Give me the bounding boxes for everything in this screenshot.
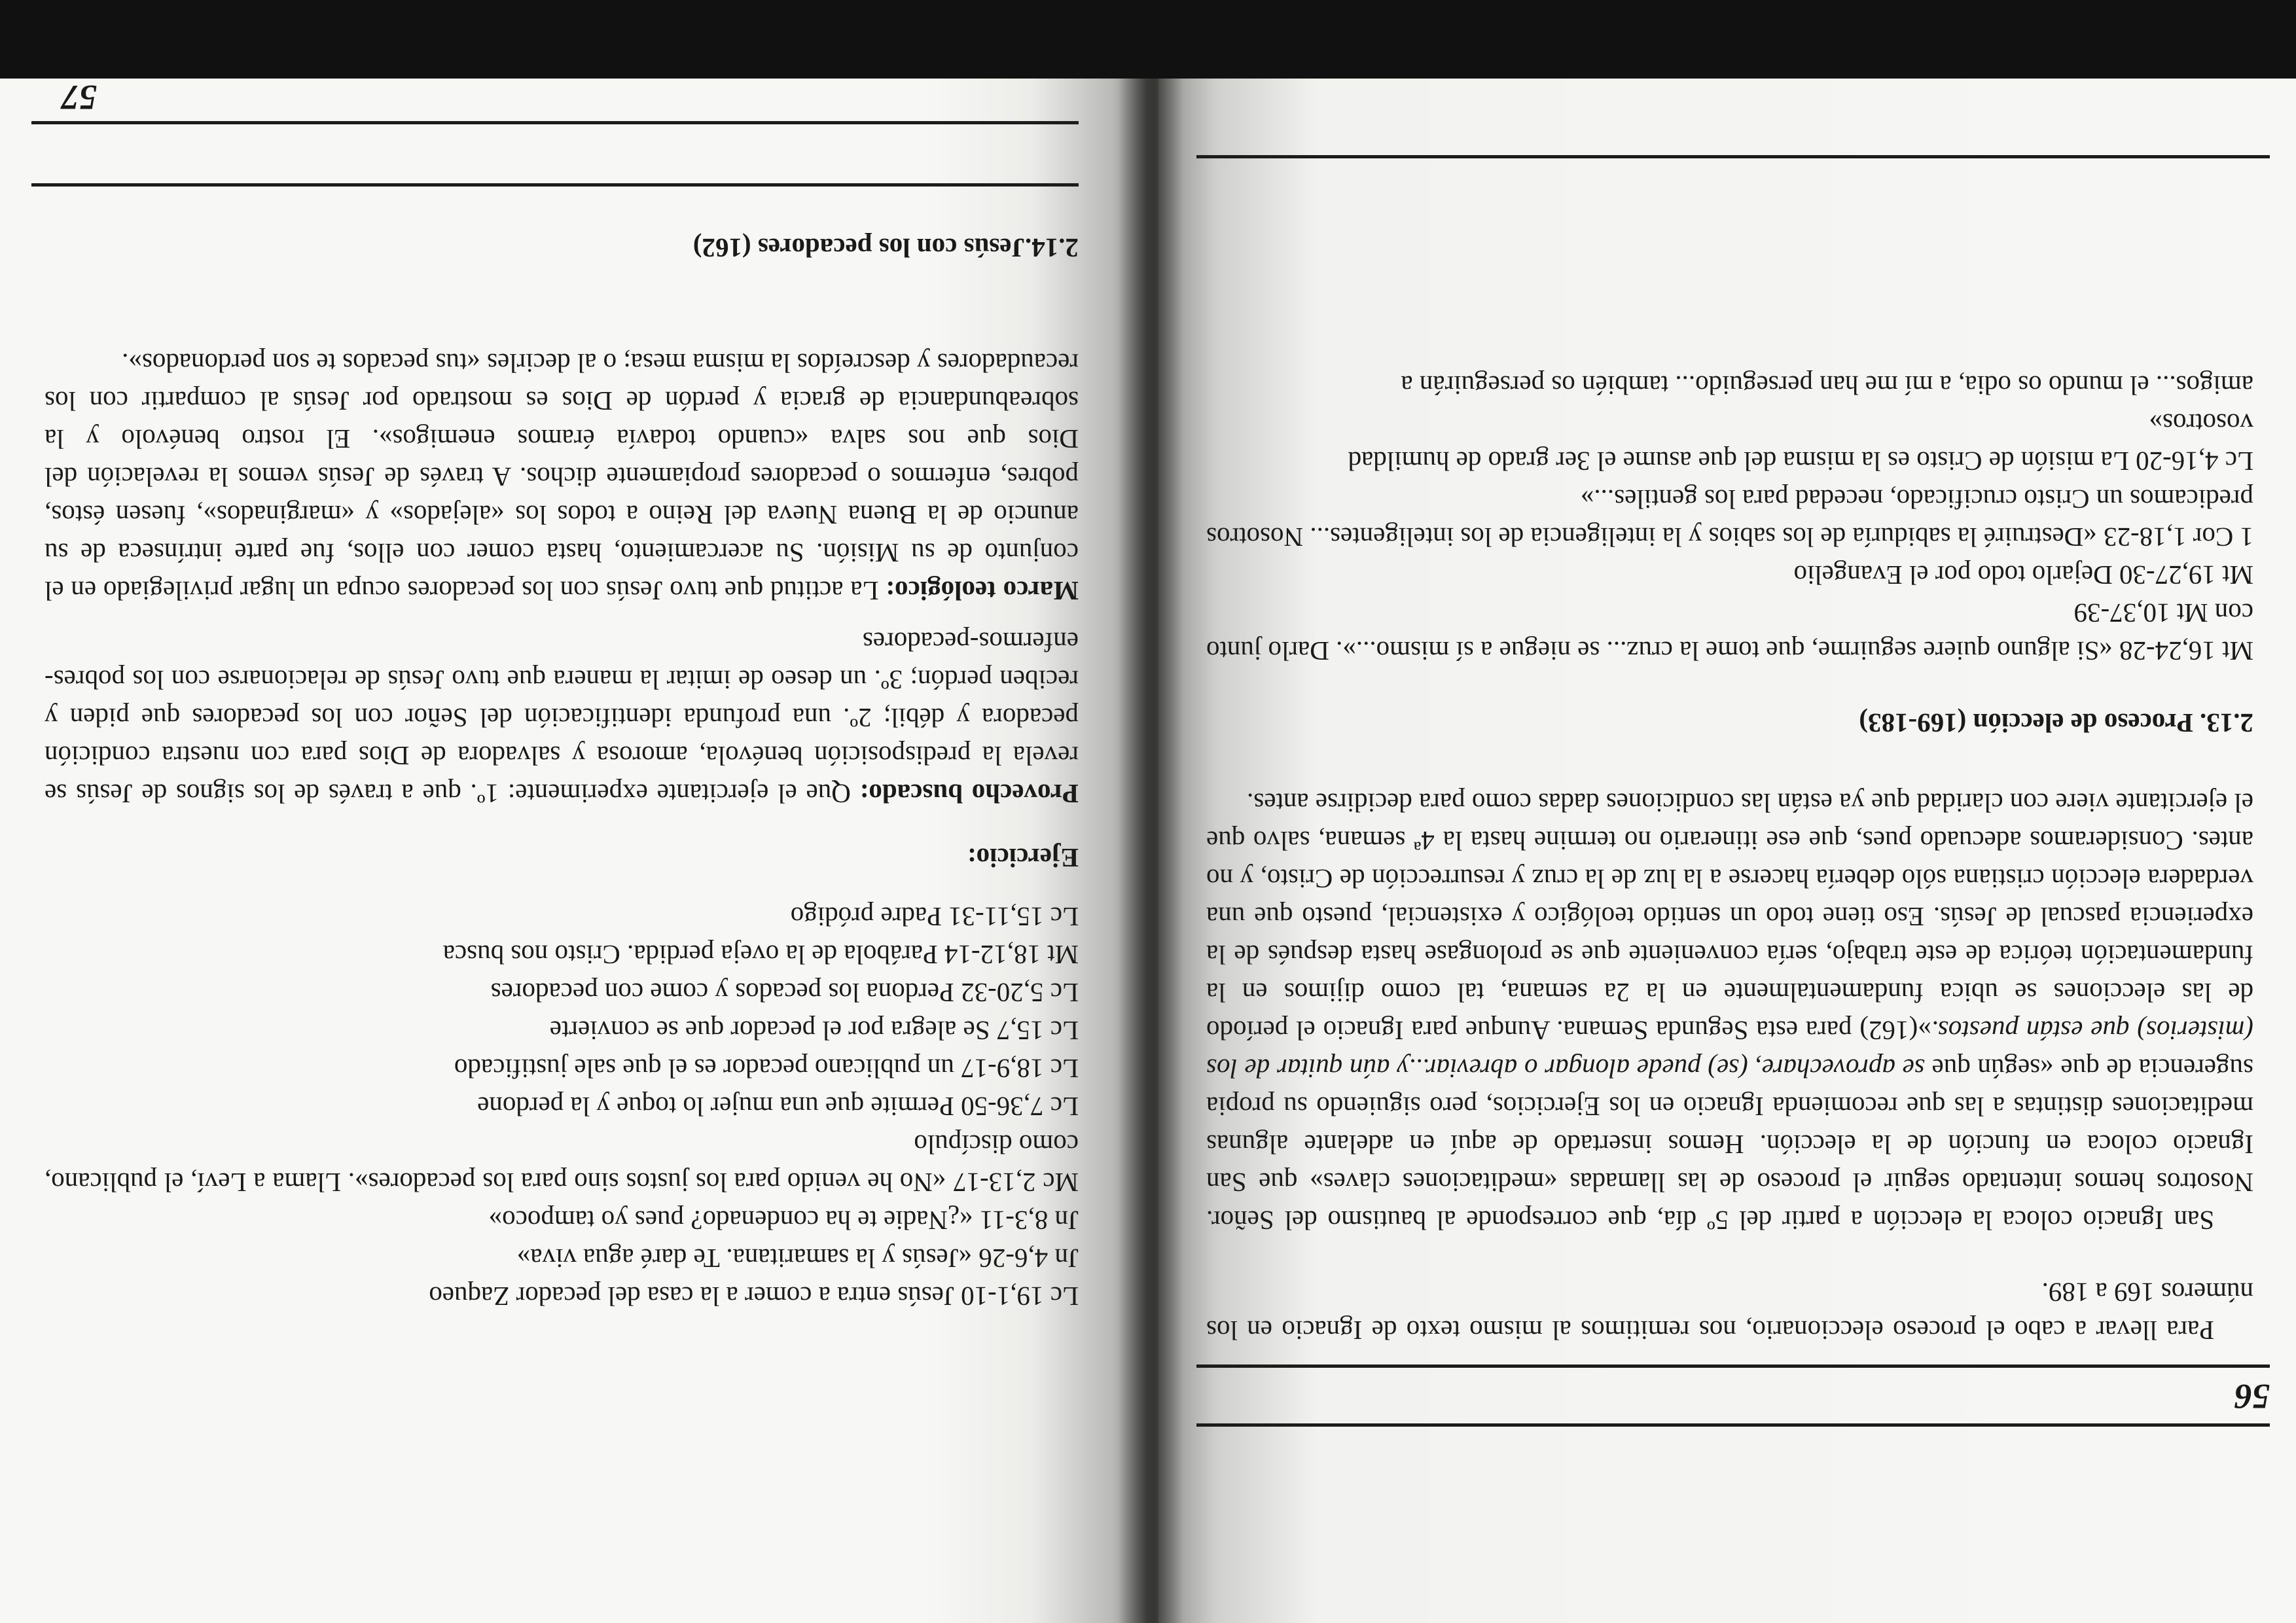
exercise-item: Lc 7,36-50 Permite que una mujer lo toque y la perdone (477, 1092, 1079, 1122)
header-rule (1196, 1364, 2270, 1368)
page-number: 57 (62, 78, 97, 117)
section-heading: 2.14.Jesús con los pecadores (162) (692, 233, 1079, 263)
book-spine (1118, 0, 1183, 1623)
quote-italic: se aprovechare, (se) puede alongar o abreviar...y aún quitar de los (misterios) que están puestos. (1206, 1016, 2253, 1084)
label-bold: Provecho buscado: (859, 779, 1079, 809)
paragraph (1206, 784, 2253, 1240)
scripture-ref: Mt 16,24-28 «Si alguno quiere seguirme, que tome la cruz... se niegue a sí mismo...». Darlo junto con Mt 10,37-39 (1206, 598, 2253, 666)
label-bold: Marco teológico: (886, 576, 1079, 606)
exercise-item: Jn 8,3-11 «¿Nadie te ha condenado? pues yo tampoco» (488, 1205, 1079, 1236)
exercise-item: Jn 4,6-26 «Jesús y la samaritana. Te daré agua viva» (516, 1243, 1079, 1274)
exercise-item: Lc 15,7 Se alegra por el pecador que se convierte (549, 1016, 1079, 1046)
scripture-ref: Mt 19,27-30 Dejarlo todo por el Evangelio (1793, 560, 2253, 590)
exercise-heading: Ejercicio: (967, 843, 1079, 873)
text-run: San Ignacio coloca la elección a partir del 5º día, que corresponde al bautismo del Señor. Nosotros hemos intentado seguir el proceso de las llamadas «meditaciones claves» que San Ignacio coloca en función de la elección. Hemos insertado de aquí en adelante algunas meditaciones distintas a las que recomienda Ignacio en los Ejercicios, pero siguiendo su propia sugerencia de que «según que (1206, 1054, 2253, 1236)
text-run: »(162) para esta Segunda Semana. Aunque para Ignacio el período de las elecciones se ubica fundamentalmente en la 2a semana, tal como dijimos en la fundamentación teórica de este trabajo, sería conveniente que se prolongase hasta después de la experiencia pascual de Jesús. Eso tiene todo un sentido teológico y existencial, puesto que una verdadera elección cristiana sólo debería hacerse a la luz de la cruz y resurrección de Cristo, y no antes. Consideramos adecuado pues, que ese itinerario no termine hasta la 4ª semana, salvo que el ejercitante viere con claridad que ya están las condiciones dadas como para decidirse antes. (1206, 788, 2253, 1046)
exercise-item: Mt 18,12-14 Parábola de la oveja perdida. Cristo nos busca (442, 940, 1079, 970)
header-rule (1196, 1423, 2270, 1427)
exercise-item: Lc 15,11-31 Padre pródigo (790, 902, 1079, 932)
footer-rule (1196, 155, 2270, 158)
section-heading: 2.13. Proceso de elección (169-183) (1859, 708, 2253, 738)
header-rule (31, 121, 1079, 124)
exercise-item: Lc 18,9-17 un publicano pecador es el que sale justificado (454, 1054, 1079, 1084)
paragraph: Para llevar a cabo el proceso eleccionario, nos remitimos al mismo texto de Ignacio en los números 169 a 189. (1206, 1277, 2253, 1346)
text-run: Que el ejercitante experimente: 1º. que a través de los signos de Jesús se revela la predisposición benévola, amorosa y salvadora de Dios para con nuestra condición pecadora y débil; 2º. una profunda identificación del Señor con los pecadores que piden y reciben perdón; 3º. un deseo de imitar la manera que tuvo Jesús de relacionarse con los pobres-enfermos-pecadores (45, 627, 1079, 809)
exercise-item: Lc 19,1-10 Jesús entra a comer a la casa del pecador Zaqueo (429, 1281, 1079, 1311)
scripture-ref: 1 Cor 1,18-23 «Destruiré la sabiduría de los sabios y la inteligencia de los inteligentes... Nosotros predicamos un Cristo crucificado, necedad para los gentiles...» (1206, 484, 2253, 552)
left-page-text (1206, 366, 2253, 1349)
scripture-ref: Lc 4,16-20 La misión de Cristo es la misma del que asume el 3er grado de humildad (1348, 446, 2253, 476)
page-number: 56 (2234, 1377, 2270, 1416)
text-run: La actitud que tuvo Jesús con los pecadores ocupa un lugar privilegiado en el conjunto de su Misión. Su acercamiento, hasta comer con ellos, fue parte intrínseca de su anuncio de la Buena Nueva del Reino a todos los «alejados» y «marginados», fuesen éstos, pobres, enfermos o pecadores propiamente dichos. A través de Jesús vemos la revelación del Dios que nos salva «cuando todavía éramos enemigos». El rostro benévolo y la sobreabundancia de gracia y perdón de Dios es mostrado por Jesús al compartir con los recaudadores y descreídos la misma mesa; o al decirles «tus pecados te son perdonados». (45, 348, 1079, 606)
right-page-heading-zone (45, 229, 1079, 275)
header-rule (31, 183, 1079, 187)
right-page-text (45, 344, 1079, 1315)
paragraph (45, 344, 1079, 610)
text-line: vosotros» (2149, 408, 2253, 438)
exercise-item: Mc 2,13-17 «No he venido para los justos sino para los pecadores». Llama a Leví, el publicano, como discípulo (45, 1130, 1079, 1198)
scanner-edge (0, 0, 2296, 79)
paragraph (45, 623, 1079, 813)
exercise-item: Lc 5,20-32 Perdona los pecados y come con pecadores (490, 978, 1079, 1008)
text-line: amigos... el mundo os odia, a mí me han perseguido... también os perseguirán a (1401, 370, 2253, 401)
